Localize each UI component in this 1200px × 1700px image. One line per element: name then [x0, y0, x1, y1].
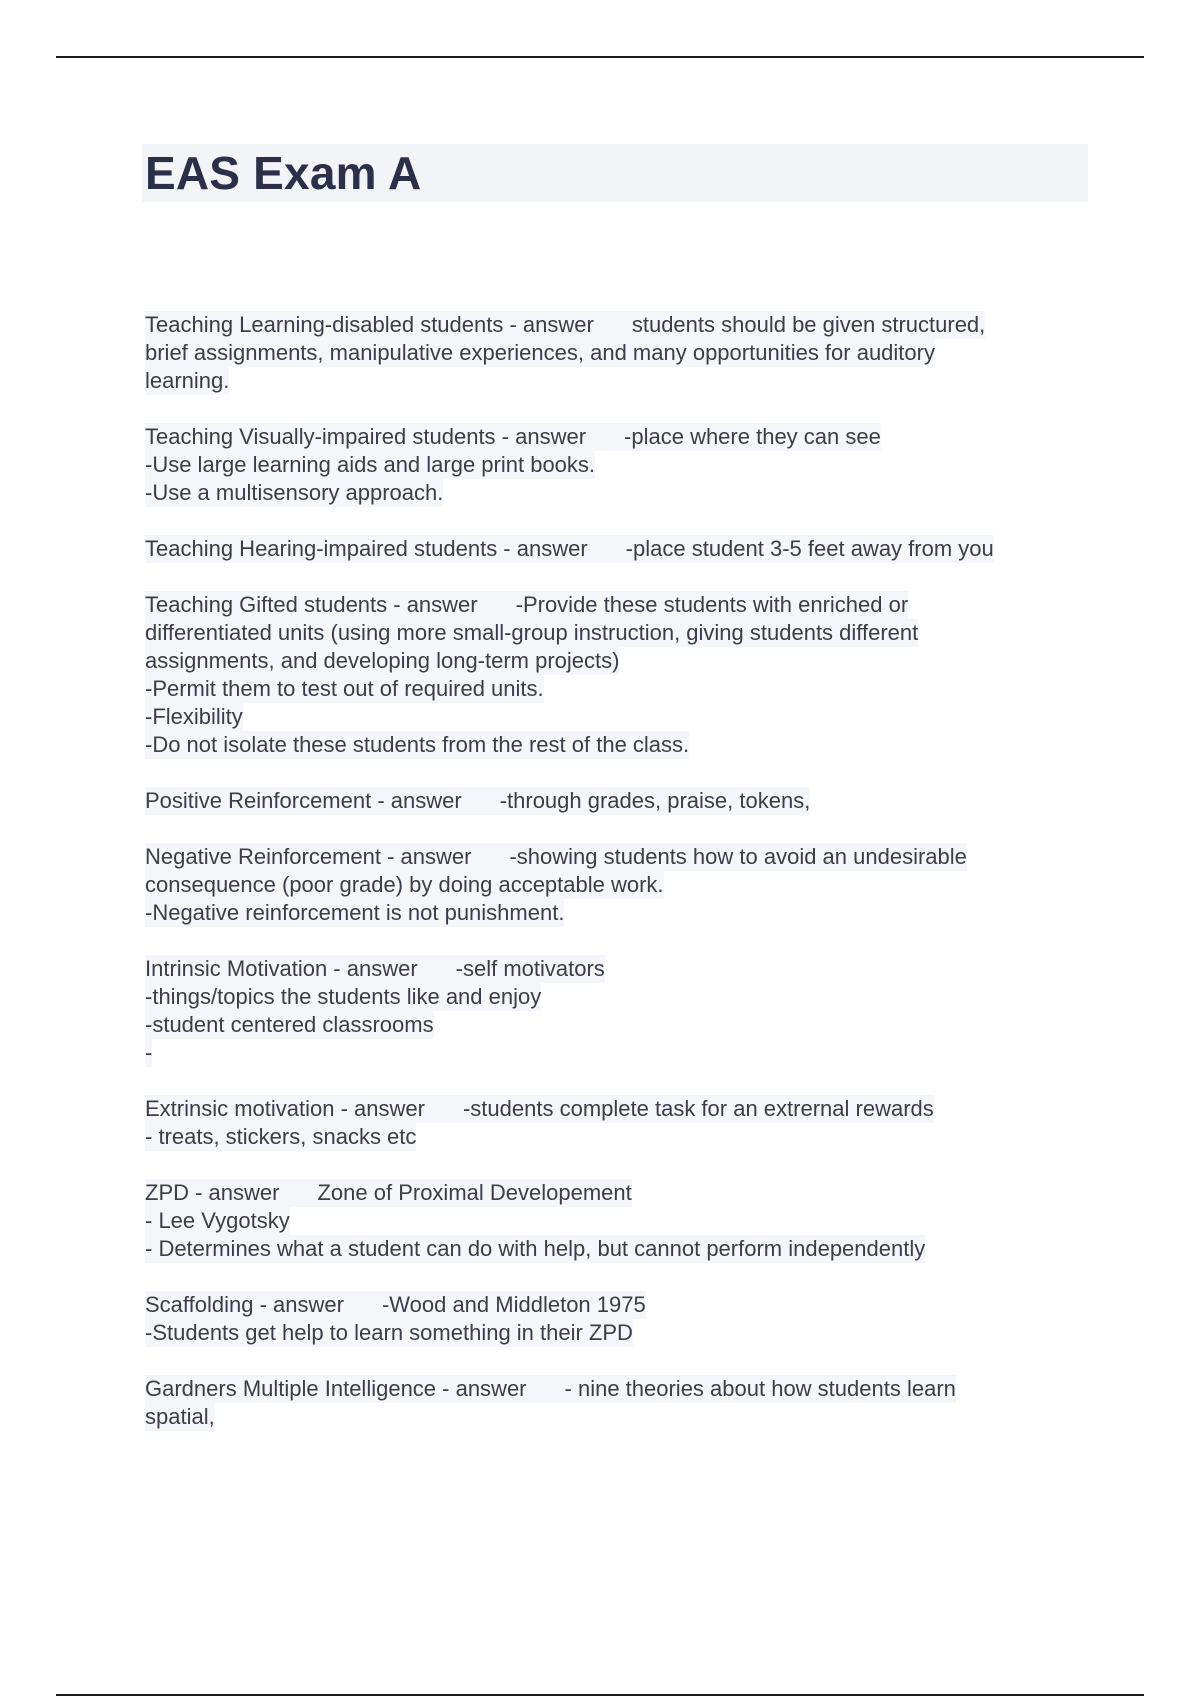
- flashcard-answer: -through grades, praise, tokens,: [499, 788, 811, 813]
- flashcard-term: Intrinsic Motivation - answer: [145, 956, 418, 981]
- flashcard-line-row: [145, 1235, 1085, 1263]
- flashcard: [145, 311, 1085, 395]
- flashcard-term-line: [145, 843, 967, 871]
- flashcard-answer-line: -Negative reinforcement is not punishment.: [145, 900, 565, 925]
- flashcard-answer: -place student 3-5 feet away from you: [625, 536, 994, 561]
- flashcard-line-row: [145, 787, 1085, 815]
- flashcard: [145, 423, 1085, 507]
- flashcard-term: Teaching Hearing-impaired students - answer: [145, 536, 588, 561]
- flashcard-answer: -Provide these students with enriched or: [515, 592, 909, 617]
- flashcard-answer: -students complete task for an extrernal rewards: [462, 1096, 934, 1121]
- flashcard-term: Teaching Learning-disabled students - answer: [145, 312, 594, 337]
- flashcard: [145, 955, 1085, 1067]
- flashcard-list: [145, 311, 1085, 1459]
- flashcard: [145, 1095, 1085, 1151]
- flashcard-answer-line: assignments, and developing long-term projects): [145, 648, 620, 673]
- flashcard: [145, 843, 1085, 927]
- flashcard-answer-line: - Determines what a student can do with help, but cannot perform independently: [145, 1236, 926, 1261]
- flashcard-line-row: [145, 955, 1085, 983]
- flashcard-line-row: [145, 1375, 1085, 1403]
- flashcard-term: Teaching Gifted students - answer: [145, 592, 478, 617]
- flashcard-line-row: [145, 1403, 1085, 1431]
- flashcard-line-row: [145, 1011, 1085, 1039]
- flashcard-line-row: [145, 479, 1085, 507]
- flashcard-line-row: [145, 731, 1085, 759]
- flashcard-answer-line: spatial,: [145, 1404, 215, 1429]
- flashcard-term: Gardners Multiple Intelligence - answer: [145, 1376, 527, 1401]
- flashcard-answer-line: - Lee Vygotsky: [145, 1208, 290, 1233]
- flashcard-term: Teaching Visually-impaired students - answer: [145, 424, 587, 449]
- flashcard-line-row: [145, 871, 1085, 899]
- top-rule: [56, 56, 1144, 58]
- flashcard-answer-line: -Flexibility: [145, 704, 243, 729]
- flashcard-term-line: [145, 1291, 646, 1319]
- flashcard-line-row: [145, 1319, 1085, 1347]
- flashcard-term-line: [145, 423, 881, 451]
- flashcard-answer-line: differentiated units (using more small-group instruction, giving students different: [145, 620, 919, 645]
- flashcard-answer: Zone of Proximal Developement: [317, 1180, 632, 1205]
- flashcard-line-row: [145, 451, 1085, 479]
- bottom-rule: [56, 1694, 1144, 1696]
- flashcard-answer: -showing students how to avoid an undesirable: [509, 844, 967, 869]
- flashcard-line-row: [145, 1095, 1085, 1123]
- flashcard-line-row: [145, 703, 1085, 731]
- flashcard: [145, 787, 1085, 815]
- flashcard-answer-line: -things/topics the students like and enjoy: [145, 984, 542, 1009]
- flashcard-term-line: [145, 955, 605, 983]
- flashcard-answer-line: -Permit them to test out of required units.: [145, 676, 544, 701]
- flashcard-answer-line: brief assignments, manipulative experiences, and many opportunities for auditory: [145, 340, 935, 365]
- flashcard-answer-line: learning.: [145, 368, 230, 393]
- flashcard-term: Negative Reinforcement - answer: [145, 844, 472, 869]
- flashcard-line-row: [145, 367, 1085, 395]
- flashcard-line-row: [145, 423, 1085, 451]
- flashcard-answer-line: -Students get help to learn something in their ZPD: [145, 1320, 633, 1345]
- flashcard-line-row: [145, 311, 1085, 339]
- flashcard-line-row: [145, 675, 1085, 703]
- flashcard-line-row: [145, 843, 1085, 871]
- flashcard-answer: -place where they can see: [624, 424, 881, 449]
- flashcard-line-row: [145, 591, 1085, 619]
- flashcard-term-line: [145, 535, 994, 563]
- flashcard-term-line: [145, 787, 810, 815]
- flashcard-term: ZPD - answer: [145, 1180, 280, 1205]
- flashcard-answer: - nine theories about how students learn: [564, 1376, 956, 1401]
- flashcard-line-row: [145, 1123, 1085, 1151]
- flashcard-line-row: [145, 899, 1085, 927]
- flashcard-answer-line: consequence (poor grade) by doing acceptable work.: [145, 872, 664, 897]
- flashcard-line-row: [145, 1179, 1085, 1207]
- flashcard-line-row: [145, 619, 1085, 647]
- flashcard-line-row: [145, 535, 1085, 563]
- flashcard-term: Positive Reinforcement - answer: [145, 788, 462, 813]
- flashcard-line-row: [145, 1039, 1085, 1067]
- flashcard-term-line: [145, 1179, 632, 1207]
- flashcard-answer-line: -Do not isolate these students from the rest of the class.: [145, 732, 690, 757]
- flashcard-answer: -Wood and Middleton 1975: [381, 1292, 646, 1317]
- flashcard-term-line: [145, 1375, 956, 1403]
- flashcard-answer-line: -student centered classrooms: [145, 1012, 434, 1037]
- document-title: EAS Exam A: [145, 147, 422, 199]
- flashcard-line-row: [145, 983, 1085, 1011]
- flashcard: [145, 591, 1085, 759]
- flashcard-term-line: [145, 311, 985, 339]
- flashcard: [145, 1291, 1085, 1347]
- flashcard-term: Scaffolding - answer: [145, 1292, 344, 1317]
- flashcard-line-row: [145, 1291, 1085, 1319]
- flashcard-answer: students should be given structured,: [631, 312, 986, 337]
- flashcard-answer-line: -: [145, 1040, 153, 1065]
- flashcard-line-row: [145, 339, 1085, 367]
- flashcard-term: Extrinsic motivation - answer: [145, 1096, 425, 1121]
- flashcard-line-row: [145, 1207, 1085, 1235]
- flashcard-answer-line: -Use a multisensory approach.: [145, 480, 444, 505]
- flashcard-term-line: [145, 1095, 934, 1123]
- flashcard-answer: -self motivators: [455, 956, 605, 981]
- flashcard: [145, 1179, 1085, 1263]
- flashcard-term-line: [145, 591, 908, 619]
- flashcard-answer-line: -Use large learning aids and large print books.: [145, 452, 596, 477]
- flashcard-answer-line: - treats, stickers, snacks etc: [145, 1124, 417, 1149]
- flashcard: [145, 535, 1085, 563]
- flashcard-line-row: [145, 647, 1085, 675]
- flashcard: [145, 1375, 1085, 1431]
